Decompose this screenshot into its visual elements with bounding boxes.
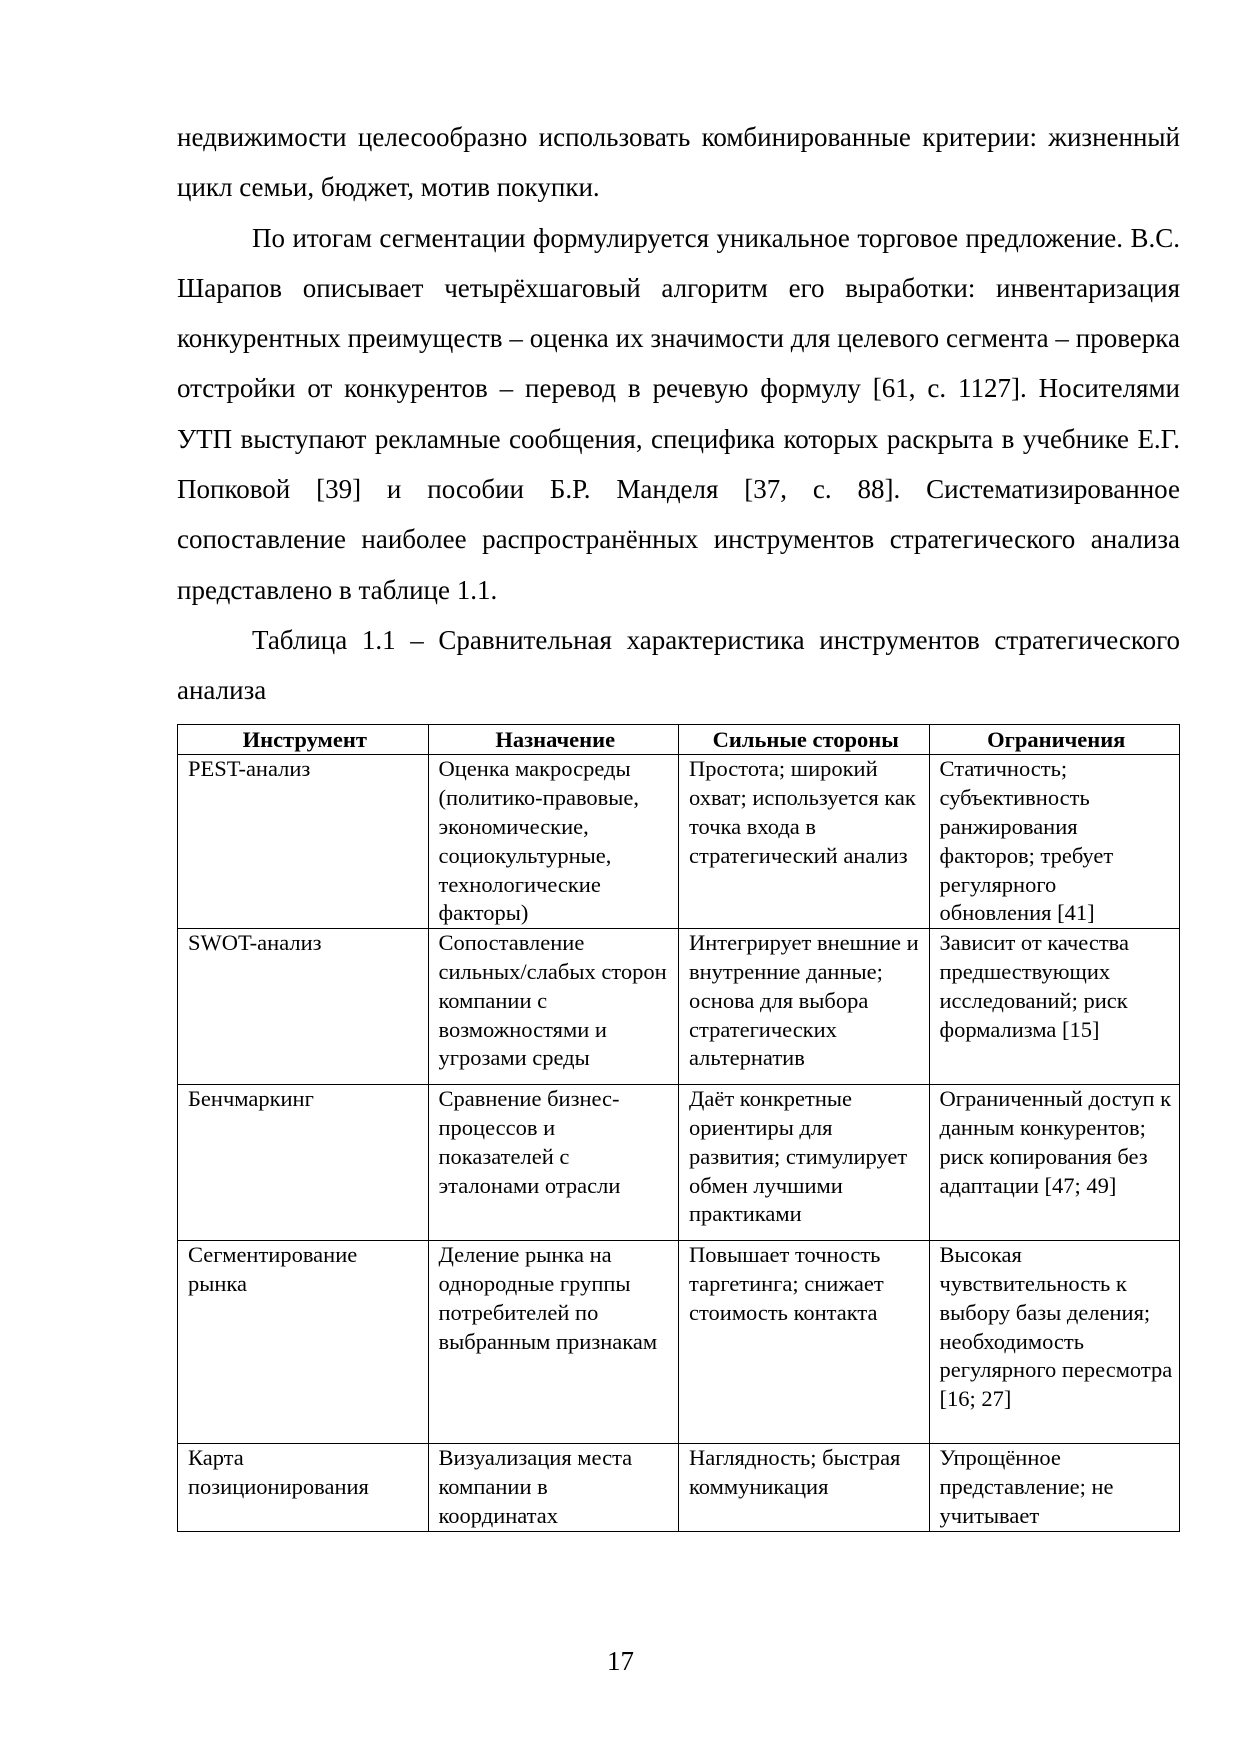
page-number: 17 [607,1646,634,1676]
table-cell: Простота; широкий охват; используется как точка входа в стратегический анализ [679,755,930,929]
table-cell: Бенчмаркинг [178,1085,429,1241]
table-cell: Сопоставление сильных/слабых сторон компании с возможностями и угрозами среды [428,929,679,1085]
table-cell: Сегментирование рынка [178,1241,429,1444]
table-caption: Таблица 1.1 – Сравнительная характеристика инструментов стратегического анализа [177,624,1180,706]
table-cell: Упрощённое представление; не учитывает [929,1444,1180,1531]
header-cell-purpose: Назначение [428,724,679,755]
table-cell: SWOT-анализ [178,929,429,1085]
table-cell: Сравнение бизнес-процессов и показателей с эталонами отрасли [428,1085,679,1241]
table-cell: Высокая чувствительность к выбору базы деления; необходимость регулярного пересмотра [16; 27] [929,1241,1180,1444]
table-cell: Наглядность; быстрая коммуникация [679,1444,930,1531]
table-cell: Визуализация места компании в координатах [428,1444,679,1531]
table-cell: Зависит от качества предшествующих исследований; риск формализма [15] [929,929,1180,1085]
header-cell-tool: Инструмент [178,724,429,755]
table-row [178,755,1180,929]
table-cell: Повышает точность таргетинга; снижает стоимость контакта [679,1241,930,1444]
header-cell-limitations: Ограничения [929,724,1180,755]
table-row [178,1444,1180,1531]
table-cell: Деление рынка на однородные группы потребителей по выбранным признакам [428,1241,679,1444]
paragraph-2: По итогам сегментации формулируется уникальное торговое предложение. В.С. Шарапов описывает четырёхшаговый алгоритм его выработки: инвентаризация конкурентных преимуществ – оценка их значимости для целевого сегмента – проверка отстройки от конкурентов – перевод в речевую формулу [61, с. 1127]. Носителями УТП выступают рекламные сообщения, специфика которых раскрыта в учебнике Е.Г. Попковой [39] и пособии Б.Р. Манделя [37, с. 88]. Систематизированное сопоставление наиболее распространённых инструментов стратегического анализа представлено в таблице 1.1. [177,222,1180,605]
table-cell: Оценка макросреды (политико-правовые, экономические, социокультурные, технологические факторы) [428,755,679,929]
paragraph-1: недвижимости целесообразно использовать комбинированные критерии: жизненный цикл семьи, бюджет, мотив покупки. [177,122,1180,203]
table-header-row [178,724,1180,755]
table-cell: PEST-анализ [178,755,429,929]
table-cell: Интегрирует внешние и внутренние данные; основа для выбора стратегических альтернатив [679,929,930,1085]
table-row [178,929,1180,1085]
page-content [177,112,1180,1532]
header-cell-strengths: Сильные стороны [679,724,930,755]
table-cell: Статичность; субъективность ранжирования факторов; требует регулярного обновления [41] [929,755,1180,929]
table-cell: Даёт конкретные ориентиры для развития; стимулирует обмен лучшими практиками [679,1085,930,1241]
table-row [178,1241,1180,1444]
table-cell: Карта позиционирования [178,1444,429,1531]
comparison-table [177,724,1180,1532]
table-cell: Ограниченный доступ к данным конкурентов; риск копирования без адаптации [47; 49] [929,1085,1180,1241]
table-row [178,1085,1180,1241]
